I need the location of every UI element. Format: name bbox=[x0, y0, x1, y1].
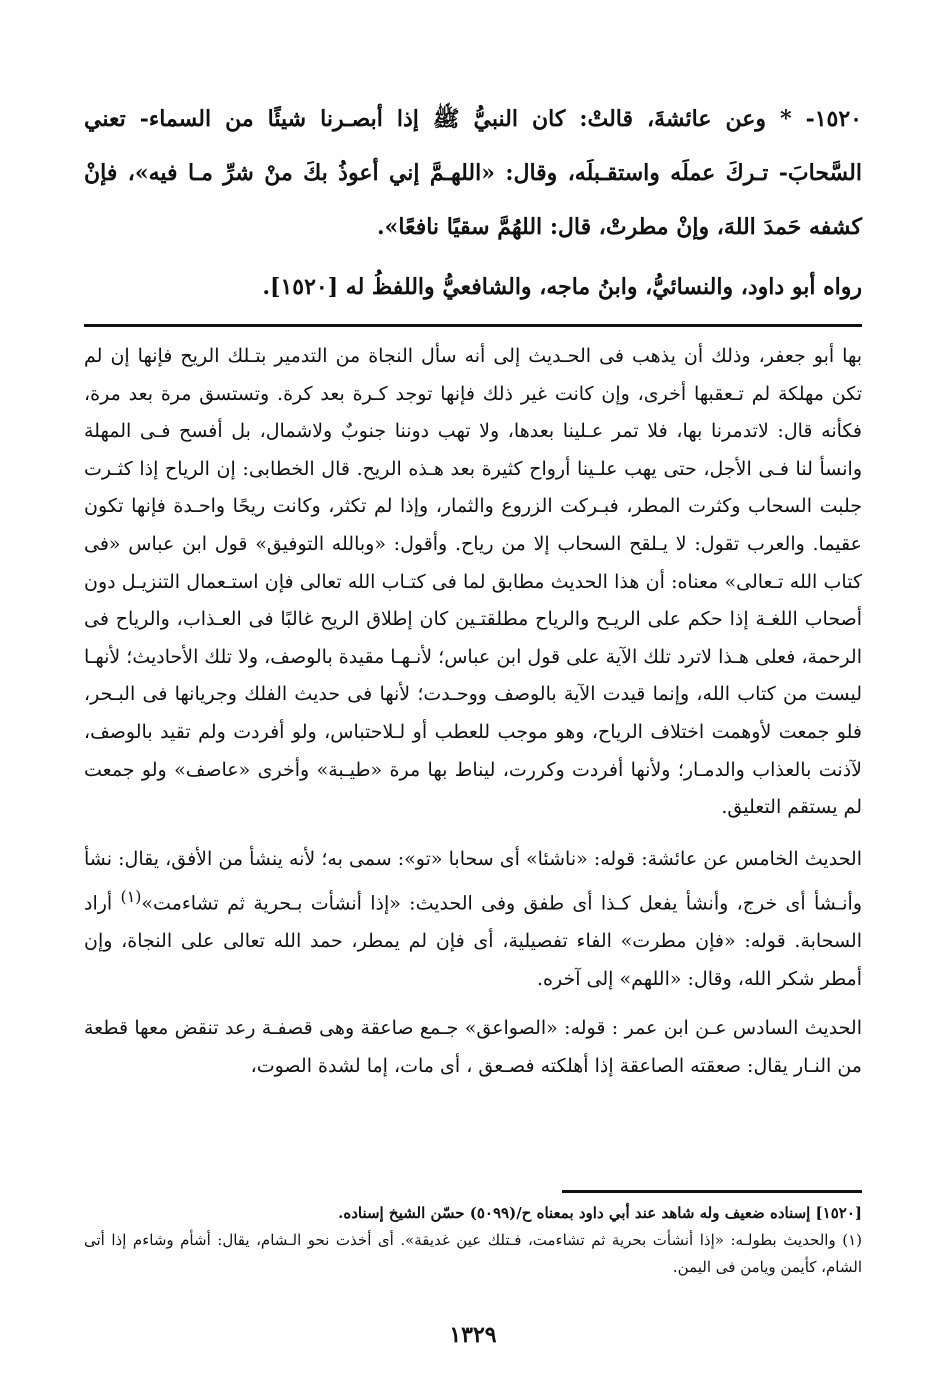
commentary-paragraph-text: أراد السحابة. قوله: «فإن مطرت» الفاء تفصيلية، أى فإن لم يمطر، حمد الله تعالى على النجاة، وإن أمطر شكر الله، وقال: «اللهم» إلى آخره. bbox=[84, 892, 862, 990]
hadith-text: ١٥٢٠- * وعن عائشةَ، قالتْ: كان النبيُّ ﷺ إذا أبصـرنا شيئًا من السماء- تعني السَّحابَ- تـركَ عملَه واستقـبلَه، وقال: «اللهـمَّ إني أعوذُ بكَ منْ شرِّ مـا فيه»، فإنْ كشفه حَمدَ اللهَ، وإنْ مطرتْ، قال: اللهُمَّ سقيًا نافعًا». bbox=[84, 106, 862, 240]
footnote-marker: (١) bbox=[120, 887, 142, 907]
footnotes-section bbox=[84, 1200, 862, 1281]
hadith-section bbox=[84, 92, 862, 314]
commentary-paragraph-text: الحديث الخامس عن عائشة: قوله: «ناشئا» أى سحابا «تو»: سمى به؛ لأنه ينشأ من الأفق، يقال: نشأ وأنـشأ أى خرج، وأنشأ يفعل كـذا أى طفق وفى الحديث: «إذا أنشأت بـحرية ثم تشاءمت» bbox=[84, 847, 862, 915]
hadith-narration: رواه أبو داود، والنسائيُّ، وابنُ ماجه، والشافعيُّ واللفظُ له [١٥٢٠]. bbox=[262, 274, 862, 300]
footnote-1: (١) والحديث بطولـه: «إذا أنشأت بحرية ثم تشاءمت، فـتلك عين غديقة». أى أخذت نحو الـشام، يقال: أشأم وشاءم إذا أتى الشام، كأيمن ويامن فى اليمن. bbox=[84, 1231, 862, 1276]
commentary-paragraph: بها أبو جعفر، وذلك أن يذهب فى الحـديث إلى أنه سأل النجاة من التدمير بتـلك الريح فإنها إن لم تكن مهلكة لم تـعقبها أخرى، وإن كانت غير ذلك فإنها توجد كـرة بعد كرة. وتستسق مرة بعد مرة، فكأنه قال: لاتدمرنا بها، فلا تمر عـلينا بعدها، ولا تهب دوننا جنوبٌ ولاشمال، بل أفسح فـى المهلة وانسأ لنا فـى الأجل، حتى يهب علـينا أرواح كثيرة بعد هـذه الريح. قال الخطابى: إن الرياح إذا كثـرت جلبت السحاب وكثرت المطر، فبـركت الزروع والثمار، وإذا لم تكثر، وكانت ريحًا واحـدة فإنها تكون عقيما. والعرب تقول: لا يـلقح السحاب إلا من رياح. وأقول: «وبالله التوفيق» قول ابن عباس «فى كتاب الله تـعالى» معناه: أن هذا الحديث مطابق لما فى كتـاب الله تعالى فإن استـعمال التنزيـل دون أصحاب اللغـة إذا حكم على الريـح والرياح مطلقتـين كان إطلاق الريح غالبًا فى العـذاب، والرياح فى الرحمة، فعلى هـذا لاترد تلك الآية على قول ابن عباس؛ لأنـهـا مقيدة بالوصف، ولا تلك الأحاديث؛ لأنهـا ليست من كتاب الله، وإنما قيدت الآية بالوصف ووحـدت؛ لأنها فى حديث الفلك وجريانها فى البـحر، فلو جمعت لأوهمت اختلاف الرياح، وهو موجب للعطب أو لـلاحتباس، ولو أفردت ولم تقيد بالوصف، لآذنت بالعذاب والدمـار؛ ولأنها أفردت وكررت، ليناط بها مرة «طيـبة» وأخرى «عاصف» ولو جمعت لم يستقم التعليق. bbox=[84, 345, 862, 819]
footnote-divider bbox=[562, 1190, 862, 1193]
commentary-paragraph: الحديث السادس عـن ابن عمر : قوله: «الصواعق» جـمع صاعقة وهى قصفـة رعد تنقض معها قطعة من النـار يقال: صعقته الصاعقة إذا أهلكته فصـعق ، أى مات، إما لشدة الصوت، bbox=[84, 1017, 862, 1078]
commentary-section bbox=[84, 338, 862, 1098]
footnote-main: [١٥٢٠] إسناده ضعيف وله شاهد عند أبي داود بمعناه ح/(٥٠٩٩) حسّن الشيخ إسناده. bbox=[338, 1204, 862, 1222]
section-divider bbox=[84, 324, 862, 327]
page-number: ١٣٢٩ bbox=[449, 1322, 497, 1348]
commentary-paragraph bbox=[84, 841, 862, 999]
